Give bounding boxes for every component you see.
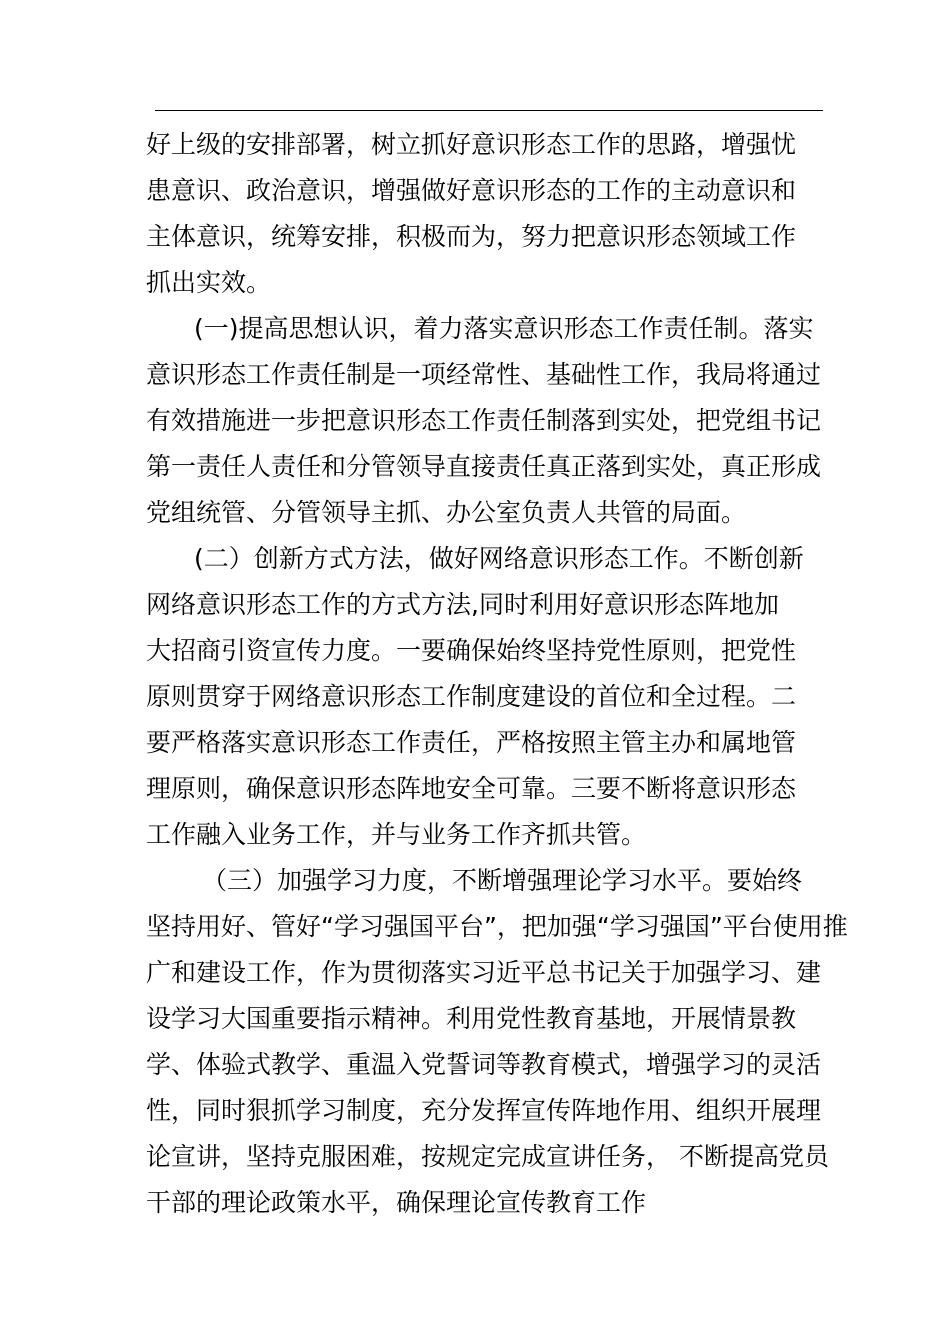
- text-line: 工作融入业务工作，并与业务工作齐抓共管。: [146, 820, 647, 849]
- section-heading-line: (二）创新方式方法，做好网络意识形态工作。不断创新: [194, 544, 804, 573]
- text-line: 学、体验式教学、重温入党誓词等教育模式，增强学习的灵活: [146, 1050, 822, 1079]
- text-line: 原则贯穿于网络意识形态工作制度建设的首位和全过程。二: [146, 682, 797, 711]
- text-line: 广和建设工作，作为贯彻落实习近平总书记关于加强学习、建: [146, 958, 822, 987]
- text-line: 党组统管、分管领导主抓、办公室负责人共管的局面。: [146, 498, 747, 527]
- text-line: 论宣讲，坚持克服困难，按规定完成宣讲任务， 不断提高党员: [146, 1142, 829, 1171]
- text-line: 网络意识形态工作的方式方法,同时利用好意识形态阵地加: [146, 590, 779, 619]
- paragraph-section-1: [146, 306, 826, 536]
- text-line: 意识形态工作责任制是一项经常性、基础性工作，我局将通过: [146, 360, 822, 389]
- paragraph-intro: [146, 122, 826, 306]
- document-body: [146, 122, 848, 1226]
- text-line: 设学习大国重要指示精神。利用党性教育基地，开展情景教: [146, 1004, 797, 1033]
- section-heading-line: (一)提高思想认识，着力落实意识形态工作责任制。落实: [194, 314, 814, 343]
- paragraph-section-3: [146, 858, 848, 1226]
- text-line: 抓出实效。: [146, 268, 272, 297]
- text-line: 好上级的安排部署，树立抓好意识形态工作的思路，增强忧: [146, 130, 797, 159]
- text-line: 大招商引资宣传力度。一要确保始终坚持党性原则，把党性: [146, 636, 797, 665]
- paragraph-section-2: [146, 536, 826, 858]
- text-line: 主体意识，统筹安排，积极而为，努力把意识形态领域工作: [146, 222, 797, 251]
- text-line: 坚持用好、管好“学习强国平台”，把加强“学习强国”平台使用推: [146, 912, 848, 941]
- text-line: 要严格落实意识形态工作责任，严格按照主管主办和属地管: [146, 728, 797, 757]
- text-line: 患意识、政治意识，增强做好意识形态的工作的主动意识和: [146, 176, 797, 205]
- text-line: 理原则，确保意识形态阵地安全可靠。三要不断将意识形态: [146, 774, 797, 803]
- text-line: 性，同时狠抓学习制度，充分发挥宣传阵地作用、组织开展理: [146, 1096, 822, 1125]
- text-line: 第一责任人责任和分管领导直接责任真正落到实处，真正形成: [146, 452, 822, 481]
- section-heading-line: （三）加强学习力度，不断增强理论学习水平。要始终: [202, 866, 803, 895]
- text-line: 有效措施进一步把意识形态工作责任制落到实处，把党组书记: [146, 406, 822, 435]
- header-rule: [155, 110, 823, 111]
- text-line: 干部的理论政策水平，确保理论宣传教育工作: [146, 1188, 647, 1217]
